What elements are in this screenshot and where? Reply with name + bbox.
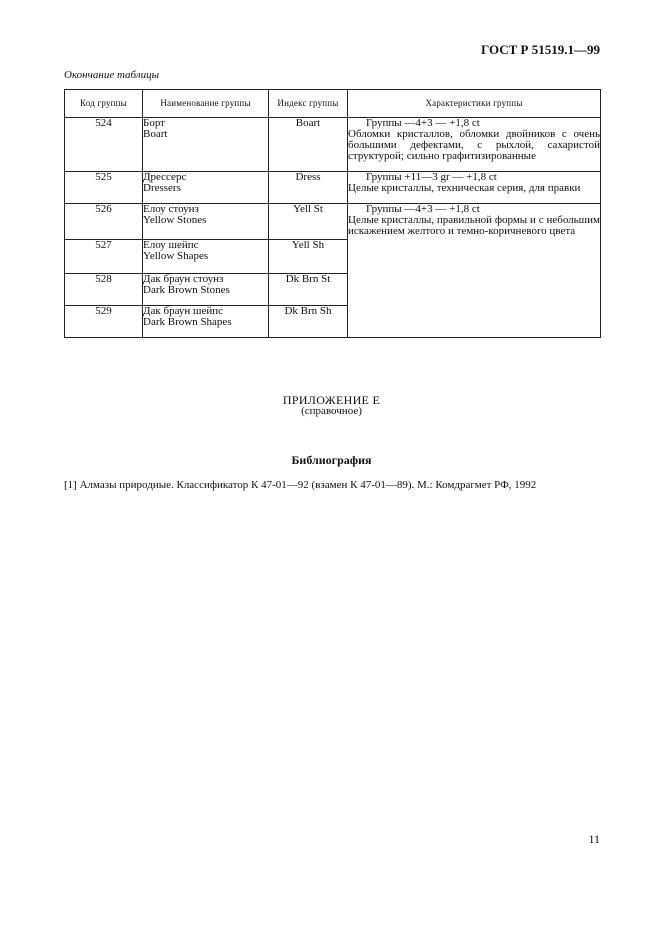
group-code: 528 [65, 274, 143, 306]
group-index: Dress [269, 172, 348, 204]
bibliography-title: Библиография [291, 453, 372, 467]
characteristics-text: Обломки кристаллов, обломки двойников с очень большими дефектами, с рыхлой, сахаристой структурой; сильно графитизированные [348, 128, 600, 162]
characteristics-sizes: Группы +11—3 gr — +1,8 ct [366, 171, 497, 183]
group-index: Dk Brn Sh [269, 306, 348, 338]
group-name-en: Dark Brown Shapes [143, 316, 232, 328]
group-name [143, 118, 269, 172]
table-header-row [65, 90, 601, 118]
characteristics-text: Целые кристаллы, правильной формы и с небольшим искажением желтого и темно-коричневого цвета [348, 214, 600, 237]
group-name [143, 172, 269, 204]
group-name-ru: Дак браун шейпс [143, 305, 224, 317]
bibliography-item: [1] Алмазы природные. Классификатор К 47-01—92 (взамен К 47-01—89). М.: Комдрагмет РФ, 1992 [64, 479, 537, 491]
column-header-index: Индекс группы [269, 90, 348, 118]
group-code: 527 [65, 240, 143, 274]
group-code: 529 [65, 306, 143, 338]
group-code: 524 [65, 118, 143, 172]
column-header-name: Наименование группы [143, 90, 269, 118]
group-name [143, 306, 269, 338]
group-name-en: Yellow Shapes [143, 250, 209, 262]
group-name-ru: Дрессерс [143, 171, 187, 183]
group-name-en: Boart [143, 128, 168, 140]
group-index: Yell St [269, 204, 348, 240]
table-row [65, 204, 601, 240]
group-code: 525 [65, 172, 143, 204]
group-characteristics [348, 118, 601, 172]
group-name-en: Dark Brown Stones [143, 284, 230, 296]
group-name-en: Dressers [143, 182, 181, 194]
group-index: Yell Sh [269, 240, 348, 274]
group-name-ru: Дак браун стоунз [143, 273, 224, 285]
group-name [143, 274, 269, 306]
standard-designation: ГОСТ Р 51519.1—99 [481, 42, 600, 57]
column-header-code: Код группы [65, 90, 143, 118]
group-name-ru: Елоу шейпс [143, 239, 199, 251]
group-index: Boart [269, 118, 348, 172]
group-code: 526 [65, 204, 143, 240]
characteristics-text: Целые кристаллы, техническая серия, для правки [348, 182, 581, 194]
table-row [65, 118, 601, 172]
appendix-note: (справочное) [301, 405, 362, 417]
group-index: Dk Brn St [269, 274, 348, 306]
group-name [143, 204, 269, 240]
appendix-title: ПРИЛОЖЕНИЕ Е [282, 393, 381, 407]
group-name [143, 240, 269, 274]
characteristics-sizes: Группы —4+3 — +1,8 ct [366, 203, 480, 215]
page-number: 11 [588, 832, 600, 846]
group-name-en: Yellow Stones [143, 214, 207, 226]
column-header-characteristics: Характеристики группы [348, 90, 601, 118]
table-row [65, 172, 601, 204]
group-name-ru: Борт [143, 117, 165, 129]
group-characteristics-merged [348, 204, 601, 338]
group-characteristics [348, 172, 601, 204]
group-name-ru: Елоу стоунз [143, 203, 199, 215]
table-caption: Окончание таблицы [64, 69, 160, 81]
characteristics-sizes: Группы —4+3 — +1,8 ct [366, 117, 480, 129]
diamond-group-table [64, 89, 601, 338]
